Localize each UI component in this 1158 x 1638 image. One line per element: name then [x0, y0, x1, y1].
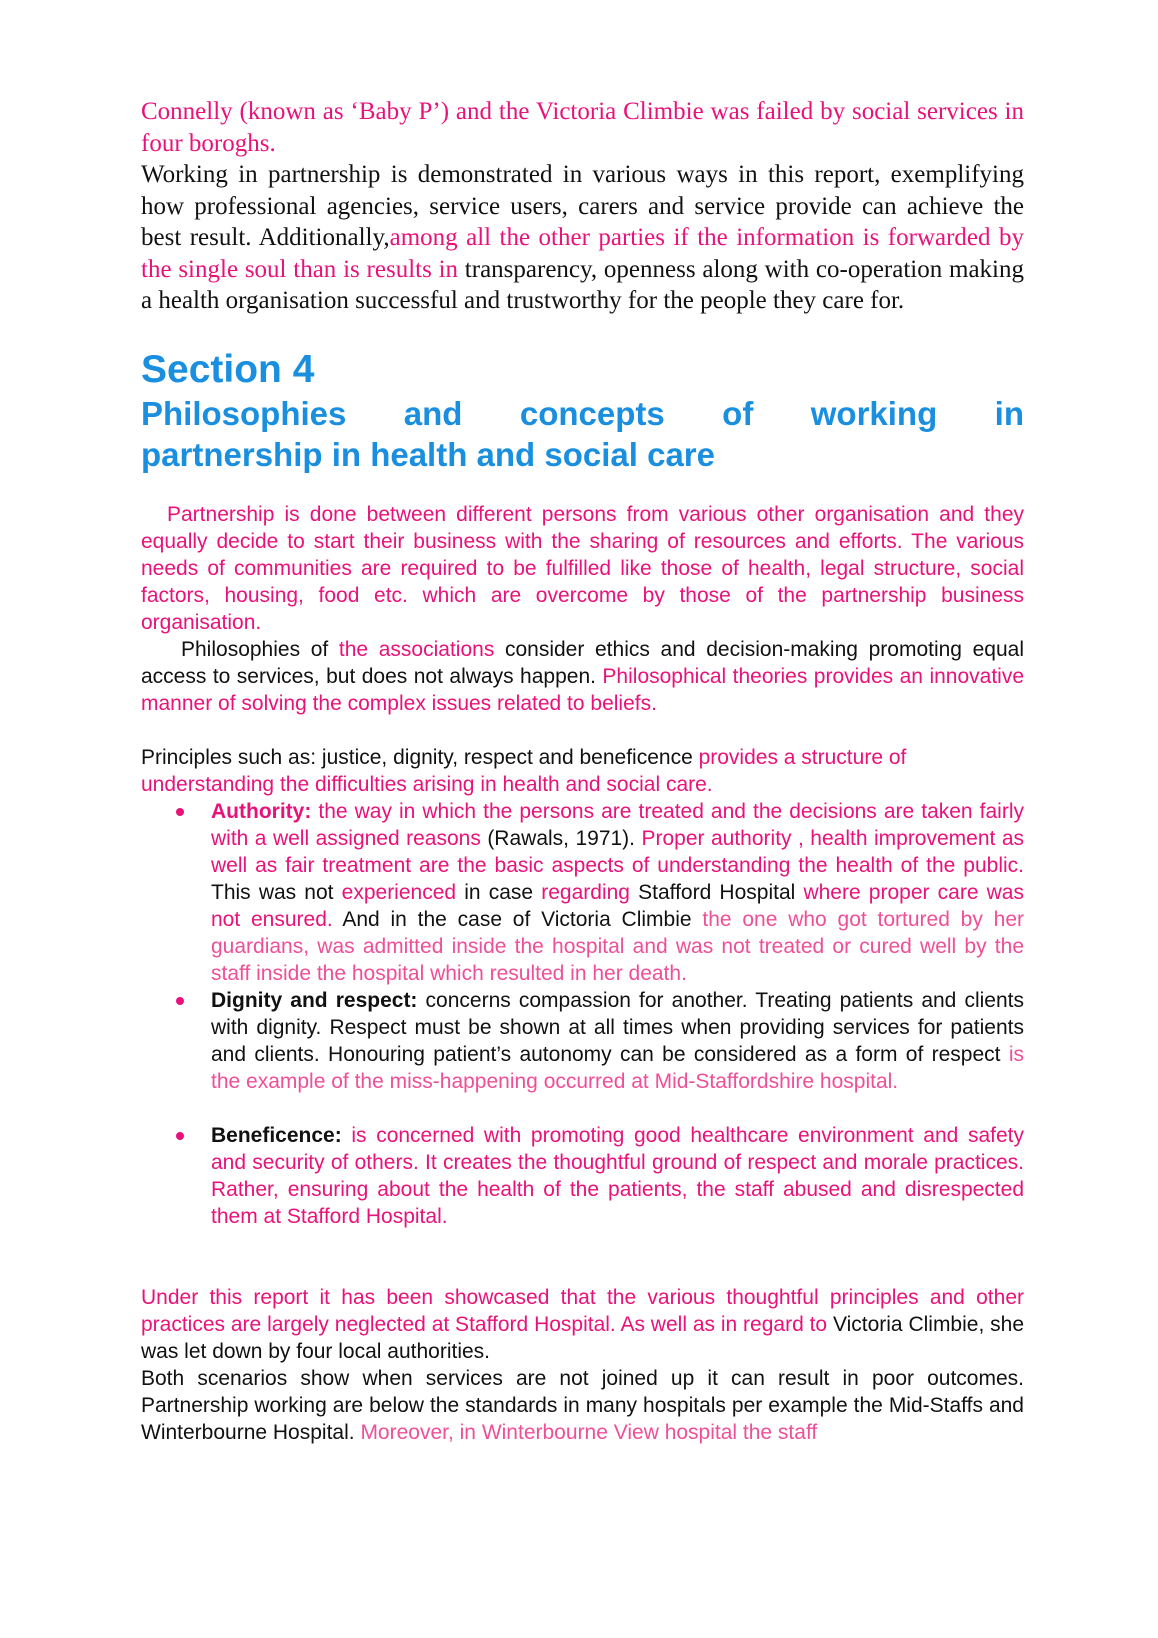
intro-text-highlight: among all the other parties if the information is forwarded by the single soul than is results in: [141, 224, 1024, 283]
list-spacer: [211, 1095, 1024, 1122]
bullet-icon: [176, 997, 184, 1005]
subheading-line-2: partnership in health and social care: [141, 435, 716, 473]
body-text: consider ethics and decision-making promoting equal access to services, but does not always happen.: [141, 637, 1025, 688]
bullet-label: Dignity and respect:: [211, 988, 418, 1012]
bullet-text: concerns compassion for another. Treating patients and clients with dignity. Respect must be shown at all times when providing services for patients and clients. Honouring patient’s autonomy can be considered as a form of respect: [211, 988, 1025, 1066]
intro-text: Working in partnership is demonstrated in various ways in this report, exemplifying how professional agencies, service users, carers and service provide can achieve the best result. Additionally,: [141, 161, 1024, 251]
intro-paragraph-1: [141, 96, 1024, 159]
body-text: Victoria Climbie, she was let down by four local authorities.: [141, 1312, 1024, 1363]
closing-paragraph-2: [141, 1365, 1024, 1446]
bullet-text: the way in which the persons are treated and the decisions are taken fairly with a well assigned reasons: [211, 799, 1024, 850]
intro-paragraph-2: [141, 159, 1024, 317]
body-text-highlight: provides a structure of understanding the difficulties arising in health and social care.: [141, 745, 907, 796]
body-text: Both scenarios show when services are not joined up it can result in poor outcomes. Partnership working are below the standards in many hospitals per example the Mid-Staffs and Winterbourne Hospital.: [141, 1366, 1024, 1444]
body-text-highlight: Philosophical theories provides an innovative manner of solving the complex issues related to beliefs.: [141, 664, 1025, 715]
bullet-text: And in the case of Victoria Climbie: [332, 907, 703, 931]
bullet-icon: [176, 1132, 184, 1140]
body-text: Principles such as: justice, dignity, respect and beneficence: [141, 745, 699, 769]
bullet-text: is concerned with promoting good healthcare environment and safety and security of others. It creates the thoughtful ground of respect and morale practices. Rather, ensuring about the health of the patients, the staff abused and disrespected them at Stafford Hospital.: [211, 1123, 1024, 1228]
bullet-text: in case: [456, 880, 542, 904]
section-heading: Section 4: [141, 347, 315, 391]
body-text-highlight: Moreover, in Winterbourne View hospital the staff: [360, 1420, 818, 1444]
section-subheading: [141, 393, 1024, 475]
bullet-label: Beneficence:: [211, 1123, 342, 1147]
document-page: [141, 96, 1024, 1446]
bullet-text: is the example of the miss-happening occurred at Mid-Staffordshire hospital.: [211, 1042, 1024, 1093]
bullet-text: regarding: [541, 880, 630, 904]
list-item-dignity: [211, 987, 1024, 1095]
body-paragraph-2: [141, 636, 1024, 717]
bullet-icon: [176, 808, 184, 816]
body-paragraph-1: Partnership is done between different persons from various other organisation and they equally decide to start their business with the sharing of resources and efforts. The various needs of communities are required to be fulfilled like those of health, legal structure, social factors, housing, food etc. which are overcome by those of the partnership business organisation.: [141, 502, 1024, 634]
body-text: Philosophies of: [181, 637, 339, 661]
bullet-text: the one who got tortured by her guardians, was admitted inside the hospital and was not treated or cured well by the staff inside the hospital which resulted in her death.: [211, 907, 1025, 985]
bullet-text: experienced: [341, 880, 457, 904]
principles-paragraph: [141, 744, 1024, 798]
list-item-authority: [211, 798, 1024, 987]
principles-list: [141, 798, 1024, 1230]
bullet-text: Stafford Hospital: [629, 880, 804, 904]
bullet-text: This was not: [211, 880, 342, 904]
subheading-line-1: Philosophies and concepts of working in: [141, 394, 1024, 432]
citation: (Rawals, 1971).: [487, 826, 642, 850]
bullet-text: where proper care was not ensured.: [211, 880, 1024, 931]
intro-text-highlight: Connelly (known as ‘Baby P’) and the Victoria Climbie was failed by social services in four boroghs.: [141, 98, 1024, 157]
list-item-beneficence: [211, 1122, 1024, 1230]
body-text-highlight: the associations: [338, 637, 495, 661]
bullet-label: Authority:: [211, 799, 312, 823]
intro-text: transparency, openness along with co-operation making a health organisation successful and trustworthy for the people they care for.: [141, 255, 1024, 314]
body-text-highlight: Under this report it has been showcased that the various thoughtful principles and other practices are largely neglected at Stafford Hospital. As well as in regard to: [141, 1285, 1024, 1336]
bullet-text: Proper authority , health improvement as well as fair treatment are the basic aspects of understanding the health of the public.: [211, 826, 1024, 877]
closing-paragraph-1: [141, 1284, 1024, 1365]
